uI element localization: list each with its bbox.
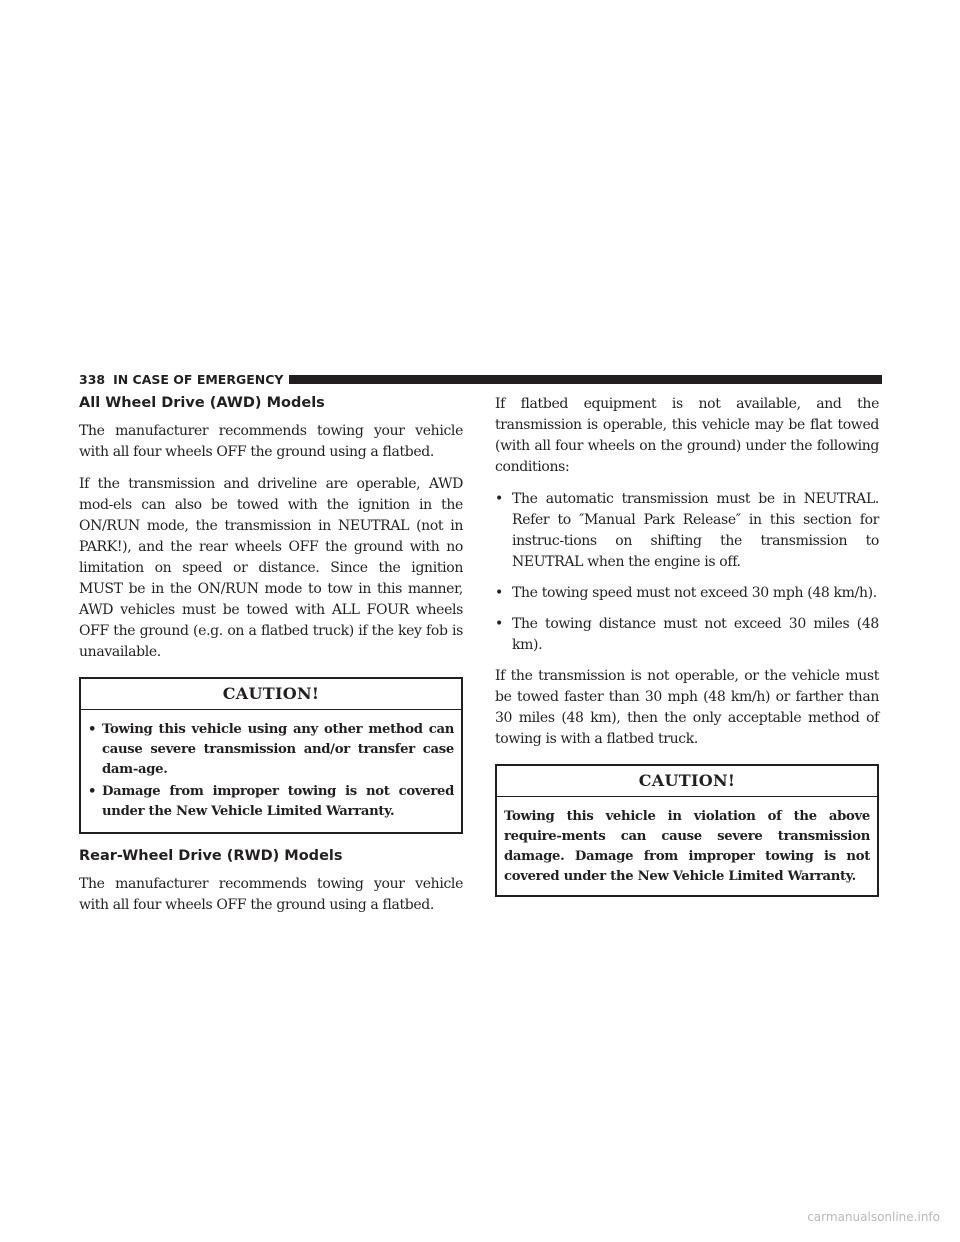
caution-box-flat-tow — [495, 764, 879, 897]
caution-body — [497, 797, 877, 895]
condition-item: • The towing speed must not exceed 30 mph (48 km/h). — [495, 583, 879, 604]
caution-title: CAUTION! — [497, 766, 877, 797]
caution-box-awd — [79, 677, 463, 834]
caution-item: • Damage from improper towing is not covered under the New Vehicle Limited Warranty. — [88, 782, 454, 822]
rwd-paragraph-1: The manufacturer recommends towing your vehicle with all four wheels OFF the ground using a flatbed. — [79, 876, 463, 913]
awd-paragraph-1: The manufacturer recommends towing your vehicle with all four wheels OFF the ground using a flatbed. — [79, 423, 463, 460]
flat-tow-conditions — [495, 489, 879, 656]
caution-body — [81, 710, 461, 832]
condition-item: • The automatic transmission must be in NEUTRAL. Refer to ″Manual Park Release″ in this section for instruc-tions on shifting the transmission to NEUTRAL when the engine is off. — [495, 489, 879, 573]
awd-heading: All Wheel Drive (AWD) Models — [79, 395, 325, 411]
caution-item: • Towing this vehicle using any other method can cause severe transmission and/or transfer case dam-age. — [88, 720, 454, 780]
page-number: 338 — [79, 371, 106, 387]
watermark: carmanualsonline.info — [807, 1210, 940, 1224]
caution-text: Towing this vehicle in violation of the above require-ments can cause severe transmission damage. Damage from improper towing is not covered under the New Vehicle Limited Warranty. — [504, 809, 870, 884]
right-column — [495, 394, 879, 910]
flatbed-required-paragraph: If the transmission is not operable, or the vehicle must be towed faster than 30 mph (48 km/h) or farther than 30 miles (48 km), then the only acceptable method of towing is with a flatbed truck. — [495, 668, 879, 747]
section-title: IN CASE OF EMERGENCY — [113, 371, 284, 387]
header-rule — [289, 375, 882, 384]
awd-paragraph-2: If the transmission and driveline are operable, AWD mod-els can also be towed with the ignition in the ON/RUN mode, the transmission in NEUTRAL (not in PARK!), and the rear wheels OFF the ground with no limitation on speed or distance. Since the ignition MUST be in the ON/RUN mode to tow in this manner, AWD vehicles must be towed with ALL FOUR wheels OFF the ground (e.g. on a flatbed truck) if the key fob is unavailable. — [79, 476, 463, 660]
caution-title: CAUTION! — [81, 679, 461, 710]
condition-item: • The towing distance must not exceed 30 miles (48 km). — [495, 614, 879, 656]
rwd-heading: Rear-Wheel Drive (RWD) Models — [79, 848, 343, 864]
flat-tow-paragraph: If flatbed equipment is not available, and the transmission is operable, this vehicle may be flat towed (with all four wheels on the ground) under the following conditions: — [495, 396, 879, 475]
left-column — [79, 394, 463, 927]
page-header — [79, 371, 882, 387]
